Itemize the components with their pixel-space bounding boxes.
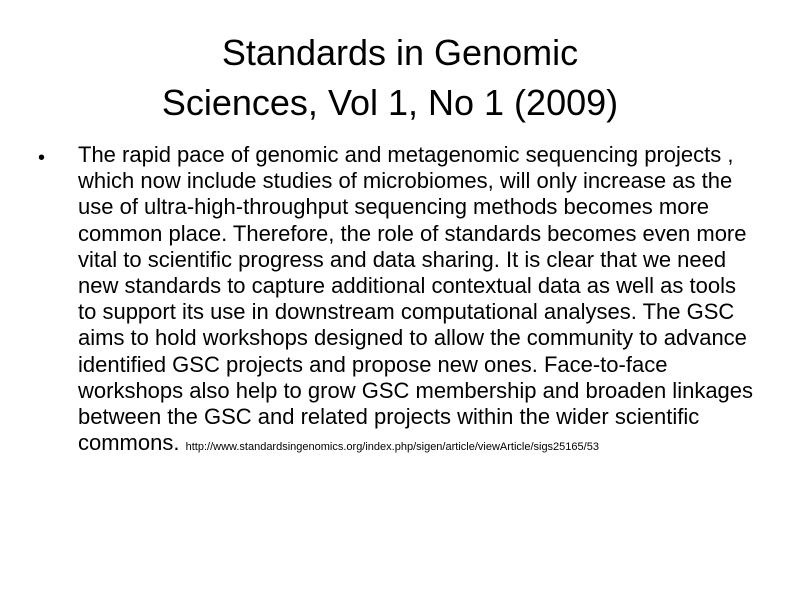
bullet-item [78,142,758,460]
bullet-icon: • [38,147,46,169]
source-link[interactable]: http://www.standardsingenomics.org/index.php/sigen/article/viewArticle/sigs25165/53 [185,441,599,454]
slide-title [0,28,800,128]
bullet-list [38,142,758,460]
body-text: The rapid pace of genomic and metagenomic sequencing projects , which now include studies of microbiomes, will only increase as the use of ultra-high-throughput sequencing methods becomes more common place. Therefore, the role of standards becomes even more vital to scientific progress and data sharing. It is clear that we need new standards to capture additional contextual data as well as tools to support its use in downstream computational analyses. The GSC aims to hold workshops designed to allow the community to advance identified GSC projects and propose new ones. Face-to-face workshops also help to grow GSC membership and broaden linkages between the GSC and related projects within the wider scientific commons. [78,142,754,456]
title-line-1: Standards in Genomic [221,32,579,73]
title-line-2: Sciences, Vol 1, No 1 (2009) [161,82,619,123]
